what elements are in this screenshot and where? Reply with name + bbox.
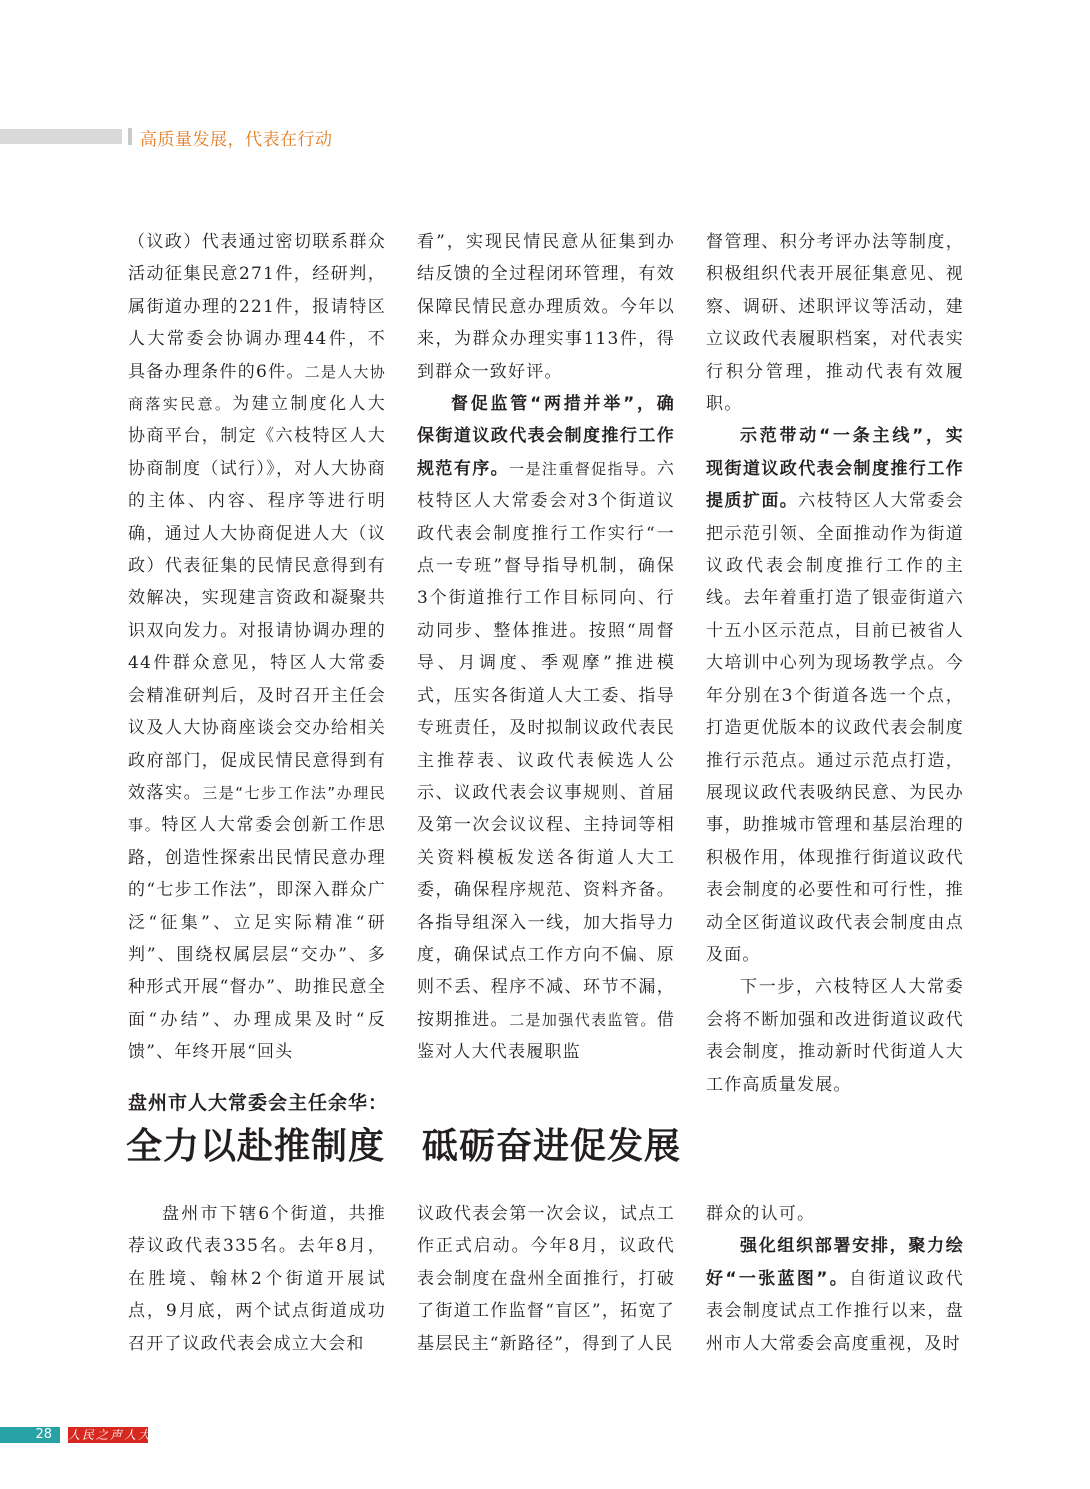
body-text: 督管理、积分考评办法等制度，积极组织代表开展征集意见、视察、调研、述职评议等活动，建立议政代表履职档案，对代表实行积分管理，推动代表有效履职。 — [706, 232, 964, 415]
body-text: 盘州市下辖6个街道，共推荐议政代表335名。去年8月，在胜境、翰林2个街道开展试点，9月底，两个试点街道成功召开了议政代表会成立大会和 — [128, 1204, 386, 1354]
body-text: 看”，实现民情民意从征集到办结反馈的全过程闭环管理，有效保障民情民意办理质效。今年以来，为群众办理实事113件，得到群众一致好评。 — [417, 232, 675, 382]
point-marker: 二是人大协商落实民意。 — [128, 362, 386, 414]
lead-in-heading: 督促监管“两措并举”，确保街道议政代表会制度推行工作规范有序。 — [417, 394, 675, 479]
paragraph — [128, 226, 386, 1069]
paragraph — [417, 388, 675, 1069]
body-text: 六枝特区人大常委会对3个街道议政代表会制度推行工作实行“一点一专班”督导指导机制，确保3个街道推行工作目标同向、行动同步、整体推进。按照“周督导、月调度、季观摩”推进模式，压实各街道人大工委、指导专班责任，及时拟制议政代表民主推荐表、议政代表候选人公示、议政代表会议事规则、首届及第一次会议议程、主持词等相关资料模板发送各街道人大工委，确保程序规范、资料齐备。各指导组深入一线，加大指导力度，确保试点工作方向不偏、原则不丢、程序不减、环节不漏，按期推进。 — [417, 458, 676, 1030]
paragraph — [706, 420, 964, 971]
header-divider — [128, 128, 132, 145]
header-gray-bar — [0, 129, 122, 144]
magazine-logo: 人民之声人大 — [68, 1428, 153, 1442]
point-marker: 三是“七步工作法”办理民事。 — [128, 783, 386, 835]
bottom-article-column-2 — [417, 1198, 675, 1360]
point-marker: 二是加强代表监管。 — [509, 1010, 657, 1029]
bottom-article-column-1 — [128, 1198, 386, 1360]
paragraph — [417, 226, 675, 388]
body-text: （议政）代表通过密切联系群众活动征集民意271件，经研判，属街道办理的221件，报请特区人大常委会协调办理44件，不具备办理条件的6件。 — [128, 232, 386, 382]
body-text: 议政代表会第一次会议，试点工作正式启动。今年8月，议政代表会制度在盘州全面推行，打破了街道工作监督“盲区”，拓宽了基层民主“新路径”，得到了人民 — [417, 1204, 675, 1354]
article-title: 全力以赴推制度 砥砺奋进促发展 — [126, 1126, 682, 1167]
article-subtitle: 盘州市人大常委会主任余华： — [128, 1092, 389, 1114]
lead-in-heading: 强化组织部署安排，聚力绘好“一张蓝图”。 — [706, 1236, 964, 1289]
bottom-article-column-3 — [706, 1198, 964, 1360]
paragraph — [706, 1230, 964, 1360]
paragraph — [128, 1198, 386, 1360]
body-text: 六枝特区人大常委会把示范引领、全面推动作为街道议政代表会制度推行工作的主线。去年着重打造了银壶街道六十五小区示范点，目前已被省人大培训中心列为现场教学点。今年分别在3个街道各选一个点，打造更优版本的议政代表会制度推行示范点。通过示范点打造，展现议政代表吸纳民意、为民办事，助推城市管理和基层治理的积极作用，体现推行街道议政代表会制度的必要性和可行性，推动全区街道议政代表会制度由点及面。 — [706, 491, 964, 965]
top-article-column-2 — [417, 226, 675, 1069]
body-text: 群众的认可。 — [706, 1204, 816, 1224]
paragraph — [706, 1198, 964, 1230]
paragraph — [706, 971, 964, 1101]
point-marker: 一是注重督促指导。 — [509, 459, 657, 478]
body-text: 借鉴对人大代表履职监 — [417, 1009, 676, 1063]
body-text: 特区人大常委会创新工作思路，创造性探索出民情民意办理的“七步工作法”，即深入群众广泛“征集”、立足实际精准“研判”、围绕权属层层“交办”、多种形式开展“督办”、助推民意全面“办结”、办理成果及时“反馈”、年终开展“回头 — [128, 815, 386, 1063]
top-article-column-1 — [128, 226, 386, 1069]
body-text: 下一步，六枝特区人大常委会将不断加强和改进街道议政代表会制度，推动新时代街道人大工作高质量发展。 — [706, 977, 964, 1095]
top-article-column-3 — [706, 226, 964, 1101]
lead-in-heading: 示范带动“一条主线”，实现街道议政代表会制度推行工作提质扩面。 — [706, 426, 964, 512]
section-title: 高质量发展，代表在行动 — [140, 130, 333, 150]
page-number: 28 — [0, 1427, 60, 1443]
paragraph — [417, 1198, 675, 1360]
paragraph — [706, 226, 964, 420]
body-text: 为建立制度化人大协商平台，制定《六枝特区人大协商制度（试行）》，对人大协商的主体、内容、程序等进行明确，通过人大协商促进人大（议政）代表征集的民情民意得到有效解决，实现建言资政和凝聚共识双向发力。对报请协调办理的44件群众意见，特区人大常委会精准研判后，及时召开主任会议及人大协商座谈会交办给相关政府部门，促成民情民意得到有效落实。 — [128, 394, 386, 803]
body-text: 自街道议政代表会制度试点工作推行以来，盘州市人大常委会高度重视，及时 — [706, 1268, 965, 1354]
